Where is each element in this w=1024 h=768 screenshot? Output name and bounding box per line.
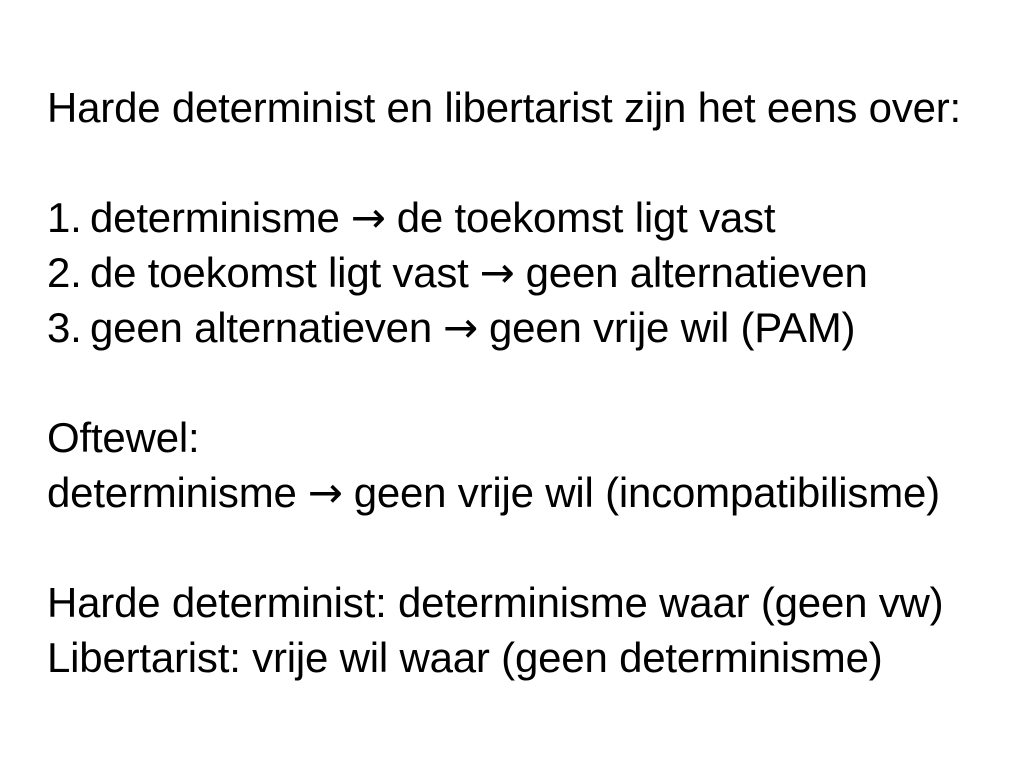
list-item-3-consequent: geen vrije wil (PAM) xyxy=(489,304,856,351)
list-item-3-antecedent: geen alternatieven xyxy=(90,304,432,351)
right-arrow-icon: → xyxy=(307,468,343,517)
conclusion-libertarist: Libertarist: vrije wil waar (geen determinisme) xyxy=(47,634,883,681)
right-arrow-icon: → xyxy=(443,303,478,352)
list-item-3-number: 3. xyxy=(47,304,82,351)
list-item-2-antecedent: de toekomst ligt vast xyxy=(90,249,469,296)
summary-line xyxy=(47,465,1007,520)
list-item-2-number: 2. xyxy=(47,249,82,296)
list-item-3 xyxy=(47,300,1007,355)
list-item-1-number: 1. xyxy=(47,194,82,241)
blank-line xyxy=(47,355,1007,410)
right-arrow-icon: → xyxy=(350,193,386,242)
blank-line xyxy=(47,135,1007,190)
oftewel-label: Oftewel: xyxy=(47,414,200,461)
conclusion-harde-determinist: Harde determinist: determinisme waar (geen vw) xyxy=(47,579,944,626)
slide-title: Harde determinist en libertarist zijn het eens over: xyxy=(47,84,962,131)
list-item-2-consequent: geen alternatieven xyxy=(525,249,868,296)
list-item-1-antecedent: determinisme xyxy=(90,194,340,241)
summary-consequent: geen vrije wil (incompatibilisme) xyxy=(353,469,940,516)
blank-line xyxy=(47,520,1007,575)
list-item-1-consequent: de toekomst ligt vast xyxy=(396,194,776,241)
summary-antecedent: determinisme xyxy=(47,469,297,516)
slide-text-block xyxy=(47,80,1007,685)
list-item-2 xyxy=(47,245,1007,300)
right-arrow-icon: → xyxy=(479,248,515,297)
list-item-1 xyxy=(47,190,1007,245)
